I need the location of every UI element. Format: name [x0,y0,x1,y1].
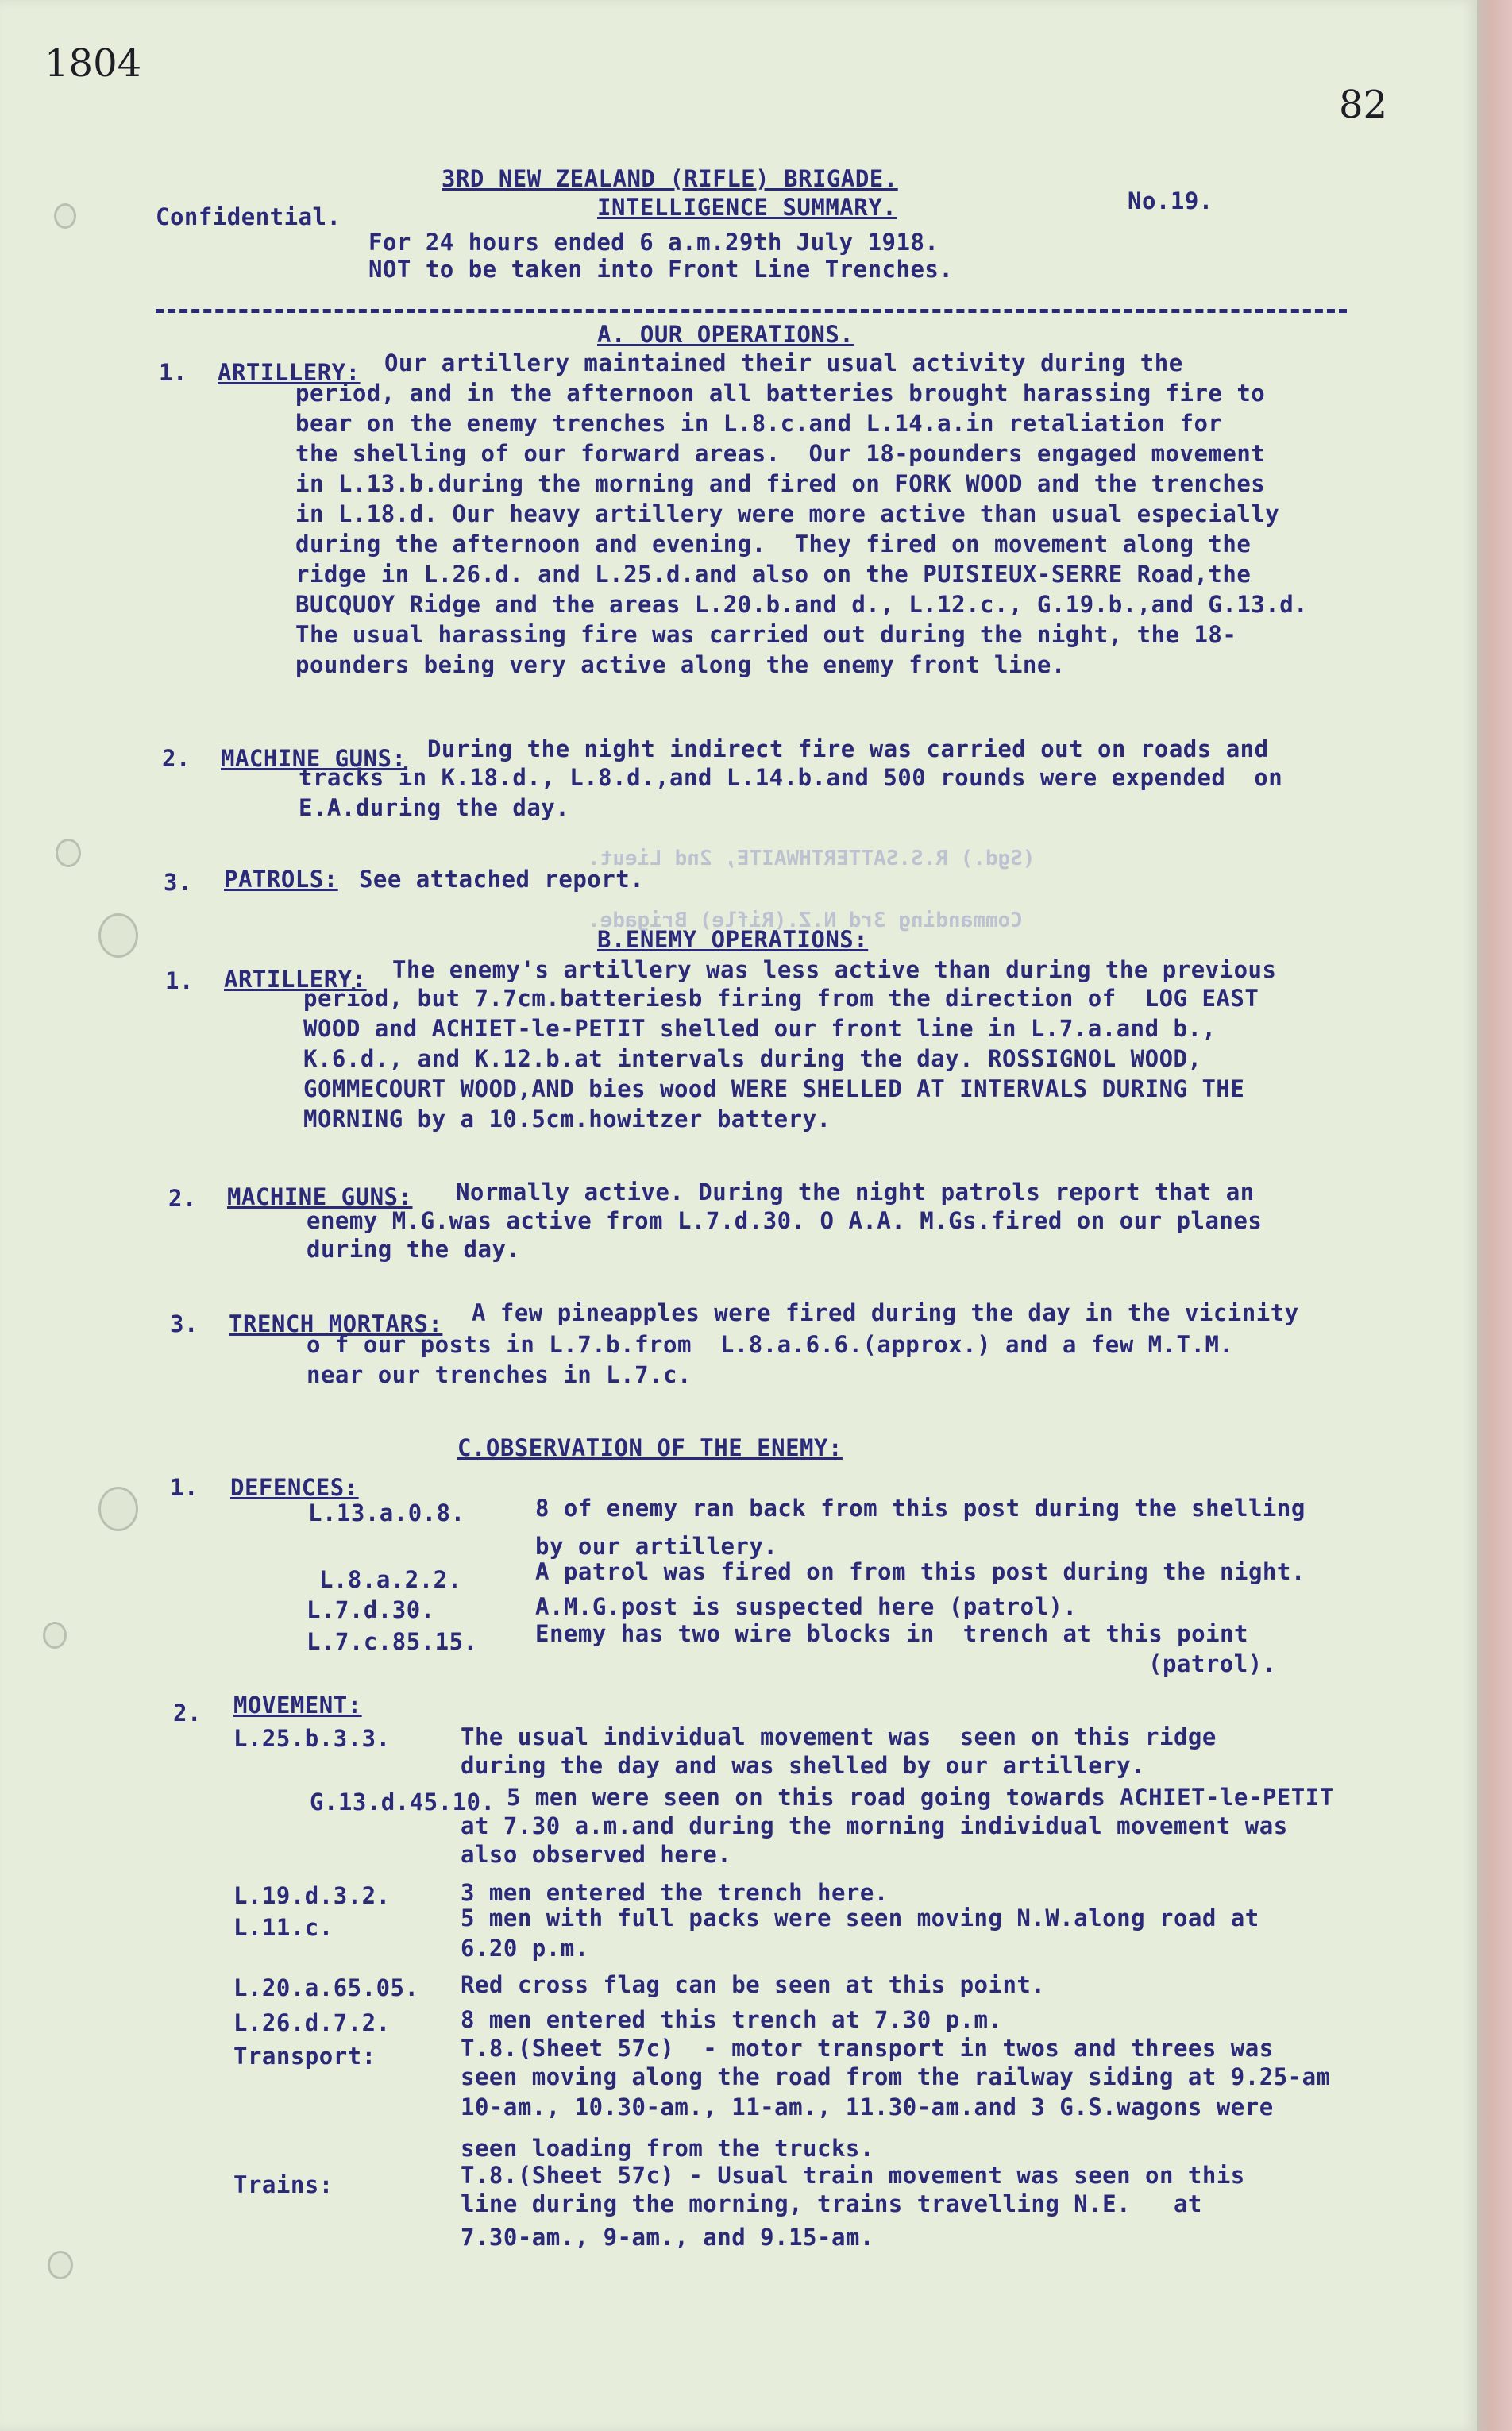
entry-line: 7.30-am., 9-am., and 9.15-am. [461,2224,874,2251]
paragraph-line: tracks in K.18.d., L.8.d.,and L.14.b.and 500 rounds were expended on [299,764,1283,791]
entry-line: Enemy has two wire blocks in trench at this point [535,1620,1248,1647]
transport-label: Transport: [233,2043,376,2070]
paragraph-line: period, and in the afternoon all batteries brought harassing fire to [295,380,1266,407]
item-label-defences: DEFENCES: [230,1474,359,1501]
entry-line: at 7.30 a.m.and during the morning individual movement was [461,1812,1288,1839]
entry-line: seen loading from the trucks. [461,2135,874,2162]
item-number: 3. [164,869,192,896]
paragraph-line: A few pineapples were fired during the day in the vicinity [457,1299,1299,1326]
header-divider [156,309,1347,313]
brigade-name: 3RD NEW ZEALAND (RIFLE) BRIGADE. [442,165,898,192]
item-number: 1. [165,967,194,994]
binder-hole [43,1622,67,1649]
map-reference: L.26.d.7.2. [233,2009,391,2036]
paragraph-line: K.6.d., and K.12.b.at intervals during the day. ROSSIGNOL WOOD, [303,1045,1202,1072]
entry-line: by our artillery. [535,1533,778,1560]
entry-line: 3 men entered the trench here. [461,1879,889,1906]
paragraph-line: ridge in L.26.d. and L.25.d.and also on the PUISIEUX-SERRE Road,the [295,561,1252,588]
item-label-artillery: ARTILLERY: [224,966,367,993]
binder-hole [48,2251,73,2279]
item-number: 2. [162,745,191,772]
map-reference: L.11.c. [233,1914,334,1941]
entry-line: T.8.(Sheet 57c) - Usual train movement was seen on this [461,2162,1245,2189]
section-heading-observation: C.OBSERVATION OF THE ENEMY: [457,1434,843,1461]
item-label-machine-guns: MACHINE GUNS: [227,1183,413,1210]
paragraph-line: pounders being very active along the enemy front line. [295,651,1066,678]
entry-line: also observed here. [461,1841,732,1868]
paragraph-line: during the afternoon and evening. They fired on movement along the [295,531,1252,558]
paragraph-line: Normally active. During the night patrols report that an [442,1179,1255,1206]
paragraph-line: during the day. [307,1236,521,1263]
binder-hole [54,203,76,229]
binder-hole [98,913,138,958]
handling-warning: NOT to be taken into Front Line Trenches. [368,256,954,283]
item-number: 3. [170,1310,199,1337]
item-label-trench-mortars: TRENCH MORTARS: [229,1310,443,1337]
entry-line: during the day and was shelled by our artillery. [461,1752,1146,1779]
entry-line: The usual individual movement was seen on this ridge [461,1723,1217,1750]
document-title: INTELLIGENCE SUMMARY. [597,194,897,221]
item-label-patrols: PATROLS: [224,866,338,893]
map-reference: L.19.d.3.2. [233,1882,391,1909]
entry-line: 8 of enemy ran back from this post during the shelling [535,1495,1306,1522]
item-number: 2. [168,1185,197,1212]
paragraph-line: BUCQUOY Ridge and the areas L.20.b.and d., L.12.c., G.19.b.,and G.13.d. [295,591,1309,618]
entry-line: seen moving along the road from the railway siding at 9.25-am [461,2063,1331,2090]
map-reference: L.25.b.3.3. [233,1725,391,1752]
paragraph-line: near our trenches in L.7.c. [307,1361,692,1388]
item-number: 1. [159,359,187,386]
page-number: 82 [1339,83,1388,127]
summary-number: No.19. [1128,187,1213,214]
map-reference: L.20.a.65.05. [233,1974,419,2001]
item-label-artillery: ARTILLERY: [218,359,361,386]
entry-line: Red cross flag can be seen at this point. [461,1971,1046,1998]
item-number: 2. [173,1700,202,1727]
paragraph-line: period, but 7.7cm.batteriesb firing from the direction of LOG EAST [303,985,1259,1012]
entry-line: 10-am., 10.30-am., 11-am., 11.30-am.and 3 G.S.wagons were [461,2093,1274,2120]
bleed-through-text: (Sgd.) R.S.SATTERTHWAITE, 2nd Lieut. [588,847,1036,870]
map-reference: L.13.a.0.8. [308,1499,465,1526]
binder-hole [98,1487,138,1531]
map-reference: L.8.a.2.2. [319,1566,462,1593]
item-label-machine-guns: MACHINE GUNS: [221,745,407,772]
paragraph-line: The enemy's artillery was less active than during the previous [378,956,1277,983]
entry-line: A patrol was fired on from this post during the night. [535,1558,1306,1585]
entry-line: 5 men with full packs were seen moving N.W.along road at [461,1904,1259,1931]
entry-line: (patrol). [1148,1650,1277,1677]
paragraph-line: enemy M.G.was active from L.7.d.30. O A.A. M.Gs.fired on our planes [307,1207,1263,1234]
paragraph-line: See attached report. [345,866,645,893]
entry-line: 8 men entered this trench at 7.30 p.m. [461,2006,1003,2033]
paragraph-line: bear on the enemy trenches in L.8.c.and L.14.a.in retaliation for [295,410,1223,437]
trains-label: Trains: [233,2171,334,2198]
paragraph-line: The usual harassing fire was carried out during the night, the 18- [295,621,1237,648]
entry-line: 5 men were seen on this road going towards ACHIET-le-PETIT [507,1784,1334,1811]
section-heading-our-operations: A. OUR OPERATIONS. [597,321,854,348]
binder-hole [56,839,81,867]
paragraph-line: MORNING by a 10.5cm.howitzer battery. [303,1106,831,1133]
paragraph-line: WOOD and ACHIET-le-PETIT shelled our front line in L.7.a.and b., [303,1015,1217,1042]
paragraph-line: GOMMECOURT WOOD,AND bies wood WERE SHELLED AT INTERVALS DURING THE [303,1075,1245,1102]
item-number: 1. [170,1474,199,1501]
map-reference: L.7.d.30. [307,1596,435,1623]
item-label-movement: MOVEMENT: [233,1692,362,1719]
bleed-through-text: Commanding 3rd N.Z.(Rifle) Brigade. [588,909,1023,932]
entry-line: A.M.G.post is suspected here (patrol). [535,1593,1078,1620]
entry-line: T.8.(Sheet 57c) - motor transport in twos and threes was [461,2035,1274,2062]
paragraph-line: During the night indirect fire was carried out on roads and [413,735,1269,762]
classification: Confidential. [156,203,341,230]
paragraph-line: the shelling of our forward areas. Our 18-pounders engaged movement [295,440,1266,467]
entry-line: 6.20 p.m. [461,1935,589,1962]
report-period: For 24 hours ended 6 a.m.29th July 1918. [368,229,939,256]
map-reference: G.13.d.45.10. [310,1789,496,1816]
paragraph-line: in L.18.d. Our heavy artillery were more active than usual especially [295,500,1280,527]
paragraph-line: in L.13.b.during the morning and fired on FORK WOOD and the trenches [295,470,1266,497]
map-reference: L.7.c.85.15. [307,1628,478,1655]
section-heading-enemy-operations: B.ENEMY OPERATIONS: [597,926,869,953]
paragraph-line: E.A.during the day. [299,794,570,821]
paragraph-line: o f our posts in L.7.b.from L.8.a.6.6.(approx.) and a few M.T.M. [307,1331,1234,1358]
paragraph-line: Our artillery maintained their usual activity during the [370,349,1183,376]
folio-number: 1804 [44,41,142,86]
page-edge [1477,0,1512,2431]
entry-line: line during the morning, trains travelling N.E. at [461,2190,1202,2217]
